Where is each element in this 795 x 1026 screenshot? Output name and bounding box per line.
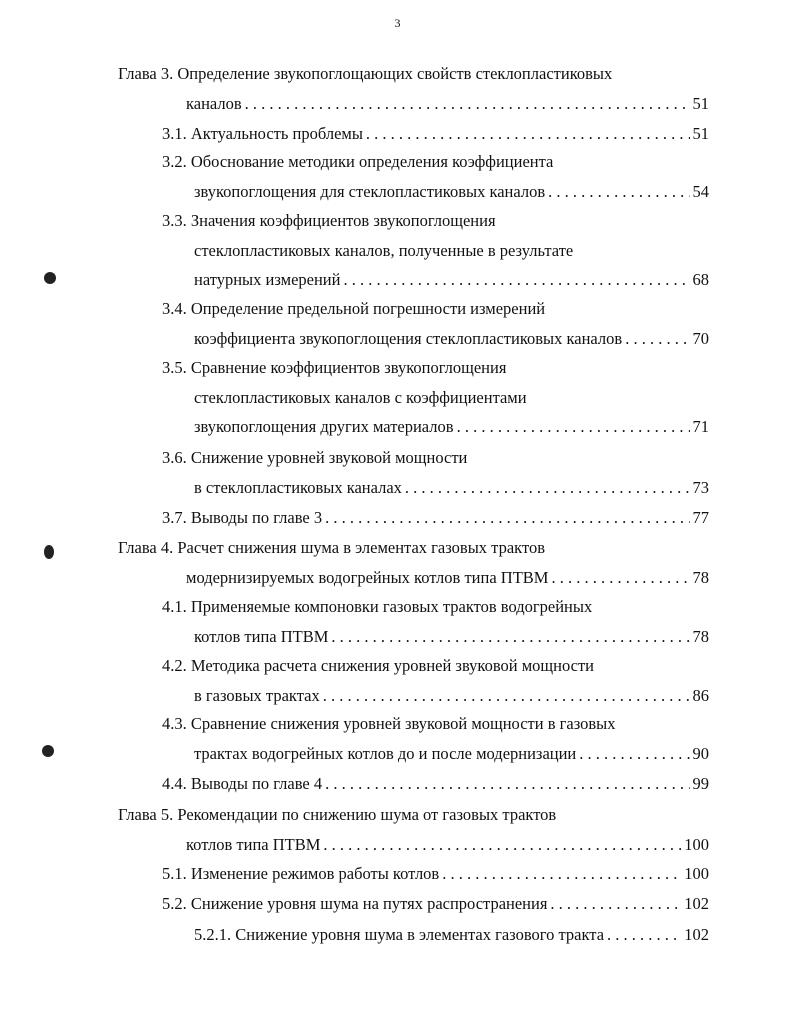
toc-entry-line: 3.2. Обоснование методики определения коэффициента [162,152,554,171]
leader-dots [366,124,690,144]
toc-entry-row [194,925,709,945]
toc-entry-row [194,329,709,349]
toc-entry-title: коэффициента звукопоглощения стеклопластиковых каналов [194,328,623,348]
toc-entry-title: в стеклопластиковых каналах [194,477,402,497]
leader-dots [579,744,689,764]
leader-dots [405,478,690,498]
toc-entry-row [194,686,709,706]
toc-page-number: 51 [692,93,709,113]
toc-entry-title: в газовых трактах [194,685,320,705]
toc-page-number: 90 [692,743,709,763]
toc-entry-title: трактах водогрейных котлов до и после модернизации [194,743,577,763]
toc-entry-row [194,478,709,498]
toc-entry-line: Глава 3. Определение звукопоглощающих свойств стеклопластиковых [118,64,613,83]
toc-page-number: 71 [692,417,709,436]
toc-entry-line: 3.4. Определение предельной погрешности измерений [162,299,546,318]
toc-page-number: 78 [692,626,709,646]
leader-dots [625,329,689,349]
toc-page-number: 77 [692,508,709,527]
toc-entry-line: 3.5. Сравнение коэффициентов звукопоглощения [162,358,507,377]
toc-entry-row [162,124,709,144]
leader-dots [551,568,689,588]
toc-entry-line: стеклопластиковых каналов с коэффициентами [194,387,527,407]
toc-entry-line: 3.6. Снижение уровней звуковой мощности [162,448,468,467]
toc-entry-title: котлов типа ПТВМ [186,834,321,854]
toc-entry-row [194,627,709,647]
toc-entry-title: каналов [186,93,242,113]
leader-dots [323,835,681,855]
toc-page-number: 73 [692,477,709,497]
toc-entry-title: 5.2.1. Снижение уровня шума в элементах газового тракта [194,925,605,944]
toc-page-number: 102 [684,894,709,913]
toc-entry-row [162,508,709,528]
toc-page-number: 102 [684,925,709,944]
toc-page-number: 68 [692,270,709,289]
scan-blot [42,745,54,757]
toc-page-number: 100 [684,834,709,854]
toc-entry-line: 4.3. Сравнение снижения уровней звуковой мощности в газовых [162,714,616,733]
toc-entry-title: 4.4. Выводы по главе 4 [162,774,323,793]
toc-entry-row [162,774,709,794]
toc-entry-row [186,94,709,114]
toc-page-number: 70 [692,328,709,348]
leader-dots [442,864,681,884]
toc-page-number: 86 [692,685,709,705]
leader-dots [550,894,681,914]
toc-entry-row [194,417,709,437]
toc-page-number: 78 [692,567,709,587]
toc-entry-line: 4.1. Применяемые компоновки газовых трактов водогрейных [162,597,593,616]
leader-dots [457,417,690,437]
toc-page-number: 54 [692,181,709,201]
leader-dots [245,94,690,114]
toc-entry-row [186,835,709,855]
leader-dots [607,925,681,945]
toc-entry-line: 3.3. Значения коэффициентов звукопоглощения [162,211,496,230]
scan-blot [44,545,54,559]
leader-dots [331,627,689,647]
toc-entry-title: натурных измерений [194,270,341,289]
toc-entry-title: 3.7. Выводы по главе 3 [162,508,323,527]
scan-blot [44,272,56,284]
toc-entry-row [194,182,709,202]
toc-entry-row [194,270,709,290]
toc-entry-row [194,744,709,764]
toc-entry-row [162,894,709,914]
leader-dots [548,182,689,202]
toc-entry-title: котлов типа ПТВМ [194,626,329,646]
toc-page-number: 99 [692,774,709,793]
toc-entry-line: стеклопластиковых каналов, полученные в результате [194,240,574,260]
toc-entry-line: 4.2. Методика расчета снижения уровней звуковой мощности [162,656,594,675]
toc-page-number: 100 [684,864,709,883]
page-number: 3 [394,16,401,30]
leader-dots [325,774,689,794]
toc-entry-row [162,864,709,884]
toc-page-number: 51 [692,124,709,143]
toc-entry-title: 5.2. Снижение уровня шума на путях распространения [162,894,548,913]
leader-dots [325,508,689,528]
toc-entry-title: 5.1. Изменение режимов работы котлов [162,864,440,883]
leader-dots [343,270,689,290]
toc-entry-line: Глава 5. Рекомендации по снижению шума от газовых трактов [118,805,557,824]
toc-entry-title: звукопоглощения других материалов [194,417,454,436]
toc-entry-line: Глава 4. Расчет снижения шума в элементах газовых трактов [118,538,546,557]
leader-dots [323,686,690,706]
toc-entry-title: модернизируемых водогрейных котлов типа ПТВМ [186,567,549,587]
toc-entry-title: 3.1. Актуальность проблемы [162,124,363,143]
toc-entry-title: звукопоглощения для стеклопластиковых каналов [194,181,546,201]
toc-entry-row [186,568,709,588]
